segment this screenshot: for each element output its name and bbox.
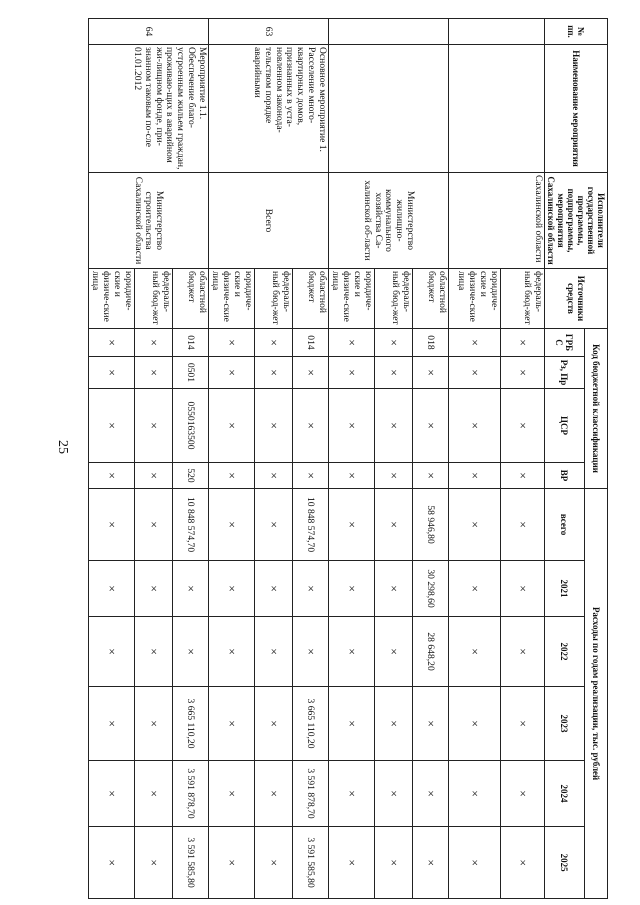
cell-2021: ×: [134, 561, 172, 617]
cell-2024: ×: [208, 761, 254, 827]
cell-executor: Министерство жилищно-коммунального хозяйства Са-халинской об-ласти: [328, 173, 448, 269]
cell-2023: 3 665 110,20: [172, 687, 208, 761]
cell-2025: ×: [328, 827, 374, 899]
cell-2023: ×: [254, 687, 292, 761]
cell-grbs: 018: [412, 329, 448, 357]
cell-csr: ×: [254, 389, 292, 463]
cell-2021: 30 298,60: [412, 561, 448, 617]
cell-source: федераль-ный бюд-жет: [134, 269, 172, 329]
cell-2022: ×: [448, 617, 500, 687]
cell-total: 10 848 574,70: [172, 489, 208, 561]
cell-2022: ×: [208, 617, 254, 687]
cell-total: ×: [134, 489, 172, 561]
cell-name: [328, 45, 448, 173]
cell-2021: ×: [374, 561, 412, 617]
cell-csr: ×: [448, 389, 500, 463]
cell-rzpr: ×: [292, 357, 328, 389]
cell-2025: ×: [374, 827, 412, 899]
cell-source: юридиче-ские и физиче-ские лица: [448, 269, 500, 329]
cell-2022: ×: [292, 617, 328, 687]
cell-num: 63: [208, 19, 328, 45]
header-rzpr: Рз, Пр: [544, 357, 585, 389]
header-vr: ВР: [544, 463, 585, 489]
cell-grbs: ×: [374, 329, 412, 357]
cell-2021: ×: [172, 561, 208, 617]
cell-2025: ×: [500, 827, 544, 899]
cell-2021: ×: [292, 561, 328, 617]
cell-vr: ×: [292, 463, 328, 489]
cell-csr: 0550163500: [172, 389, 208, 463]
cell-vr: ×: [88, 463, 134, 489]
cell-executor: Министерство строительства Сахалинской области: [88, 173, 208, 269]
cell-2023: ×: [412, 687, 448, 761]
cell-vr: ×: [412, 463, 448, 489]
cell-2023: ×: [88, 687, 134, 761]
header-budget-class: Код бюджетной классификации: [585, 329, 608, 489]
cell-grbs: ×: [254, 329, 292, 357]
cell-total: ×: [88, 489, 134, 561]
cell-grbs: 014: [172, 329, 208, 357]
rotated-table-wrapper: [68, 18, 608, 898]
cell-2021: ×: [328, 561, 374, 617]
cell-csr: ×: [374, 389, 412, 463]
cell-2022: ×: [328, 617, 374, 687]
cell-total: 58 946,80: [412, 489, 448, 561]
cell-name: [448, 45, 544, 173]
cell-total: ×: [448, 489, 500, 561]
cell-rzpr: ×: [88, 357, 134, 389]
cell-2023: ×: [374, 687, 412, 761]
cell-rzpr: ×: [374, 357, 412, 389]
cell-2021: ×: [88, 561, 134, 617]
header-2022: 2022: [544, 617, 585, 687]
cell-2022: 28 648,20: [412, 617, 448, 687]
header-grbs: ГРБС: [544, 329, 585, 357]
header-expenses: Расходы по годам реализации, тыс. рублей: [585, 489, 608, 899]
cell-2023: ×: [328, 687, 374, 761]
cell-csr: ×: [292, 389, 328, 463]
cell-total: ×: [208, 489, 254, 561]
cell-csr: ×: [88, 389, 134, 463]
cell-csr: ×: [412, 389, 448, 463]
cell-csr: ×: [208, 389, 254, 463]
cell-source: областной бюджет: [292, 269, 328, 329]
cell-vr: 520: [172, 463, 208, 489]
cell-2022: ×: [88, 617, 134, 687]
cell-vr: ×: [500, 463, 544, 489]
cell-2024: ×: [88, 761, 134, 827]
cell-source: областной бюджет: [172, 269, 208, 329]
cell-2024: ×: [328, 761, 374, 827]
cell-rzpr: ×: [412, 357, 448, 389]
cell-2024: ×: [374, 761, 412, 827]
cell-rzpr: ×: [328, 357, 374, 389]
header-executor: Исполнители государственной программы, подпрограммы, мероприятия Сахалинской области: [544, 173, 607, 269]
expenses-table: [88, 18, 608, 899]
cell-2024: ×: [412, 761, 448, 827]
cell-grbs: ×: [88, 329, 134, 357]
cell-executor: Всего: [208, 173, 328, 269]
cell-2023: ×: [448, 687, 500, 761]
cell-vr: ×: [254, 463, 292, 489]
cell-rzpr: ×: [134, 357, 172, 389]
cell-2025: ×: [134, 827, 172, 899]
header-2024: 2024: [544, 761, 585, 827]
cell-grbs: ×: [328, 329, 374, 357]
cell-2022: ×: [374, 617, 412, 687]
header-2021: 2021: [544, 561, 585, 617]
cell-2023: ×: [134, 687, 172, 761]
cell-2022: ×: [254, 617, 292, 687]
header-2025: 2025: [544, 827, 585, 899]
cell-total: ×: [374, 489, 412, 561]
header-total: всего: [544, 489, 585, 561]
cell-source: юридиче-ские и физиче-ские лица: [208, 269, 254, 329]
cell-csr: ×: [328, 389, 374, 463]
cell-2022: ×: [172, 617, 208, 687]
page-number: 25: [55, 440, 70, 454]
cell-vr: ×: [374, 463, 412, 489]
cell-2022: ×: [500, 617, 544, 687]
cell-2021: ×: [500, 561, 544, 617]
cell-2025: ×: [254, 827, 292, 899]
cell-csr: ×: [134, 389, 172, 463]
cell-csr: ×: [500, 389, 544, 463]
cell-executor: Сахалинской области: [448, 173, 544, 269]
header-source: Источники средств: [544, 269, 607, 329]
cell-name: Основное мероприятие 1. Расселение много-квартирных домов, признанных в уста-новленном законода-тельством порядке аварийными: [208, 45, 328, 173]
cell-rzpr: ×: [254, 357, 292, 389]
cell-2024: ×: [500, 761, 544, 827]
cell-num: 64: [88, 19, 208, 45]
cell-name: Мероприятие 1.1. Обеспечение благо-устроенным жильем граждан, проживаю-щих в аварийном жи-лищном фонде, при-знанном таковым по-сле 01.01.2012: [88, 45, 208, 173]
cell-source: юридиче-ские и физиче-ские лица: [88, 269, 134, 329]
table-row: [500, 19, 544, 899]
cell-2024: 3 591 878,70: [172, 761, 208, 827]
cell-rzpr: ×: [500, 357, 544, 389]
cell-grbs: ×: [208, 329, 254, 357]
cell-total: 10 848 574,70: [292, 489, 328, 561]
cell-num: [328, 19, 448, 45]
cell-num: [448, 19, 544, 45]
cell-total: ×: [254, 489, 292, 561]
cell-grbs: ×: [500, 329, 544, 357]
cell-vr: ×: [134, 463, 172, 489]
cell-source: юридиче-ские и физиче-ские лица: [328, 269, 374, 329]
cell-vr: ×: [328, 463, 374, 489]
cell-vr: ×: [208, 463, 254, 489]
table-row: [172, 19, 208, 899]
cell-2021: ×: [208, 561, 254, 617]
cell-2025: ×: [412, 827, 448, 899]
cell-grbs: 014: [292, 329, 328, 357]
cell-2022: ×: [134, 617, 172, 687]
cell-2023: ×: [500, 687, 544, 761]
cell-2024: ×: [448, 761, 500, 827]
cell-2021: ×: [254, 561, 292, 617]
cell-source: областной бюджет: [412, 269, 448, 329]
table-row: [292, 19, 328, 899]
cell-total: ×: [328, 489, 374, 561]
cell-2025: 3 591 585,80: [172, 827, 208, 899]
cell-2023: 3 665 110,20: [292, 687, 328, 761]
header-csr: ЦСР: [544, 389, 585, 463]
cell-source: федераль-ный бюд-жет: [500, 269, 544, 329]
header-row-1: [585, 19, 608, 899]
cell-2025: ×: [448, 827, 500, 899]
table-row: [412, 19, 448, 899]
cell-2024: ×: [254, 761, 292, 827]
cell-2025: 3 591 585,80: [292, 827, 328, 899]
cell-2023: ×: [208, 687, 254, 761]
cell-source: федераль-ный бюд-жет: [254, 269, 292, 329]
cell-rzpr: ×: [208, 357, 254, 389]
cell-rzpr: 0501: [172, 357, 208, 389]
cell-rzpr: ×: [448, 357, 500, 389]
cell-vr: ×: [448, 463, 500, 489]
cell-2025: ×: [208, 827, 254, 899]
header-2023: 2023: [544, 687, 585, 761]
cell-2021: ×: [448, 561, 500, 617]
cell-source: федераль-ный бюд-жет: [374, 269, 412, 329]
header-num: № пп.: [544, 19, 607, 45]
cell-grbs: ×: [448, 329, 500, 357]
cell-2025: ×: [88, 827, 134, 899]
cell-grbs: ×: [134, 329, 172, 357]
header-name: Наименование мероприятия: [544, 45, 607, 173]
cell-2024: ×: [134, 761, 172, 827]
cell-2024: 3 591 878,70: [292, 761, 328, 827]
cell-total: ×: [500, 489, 544, 561]
